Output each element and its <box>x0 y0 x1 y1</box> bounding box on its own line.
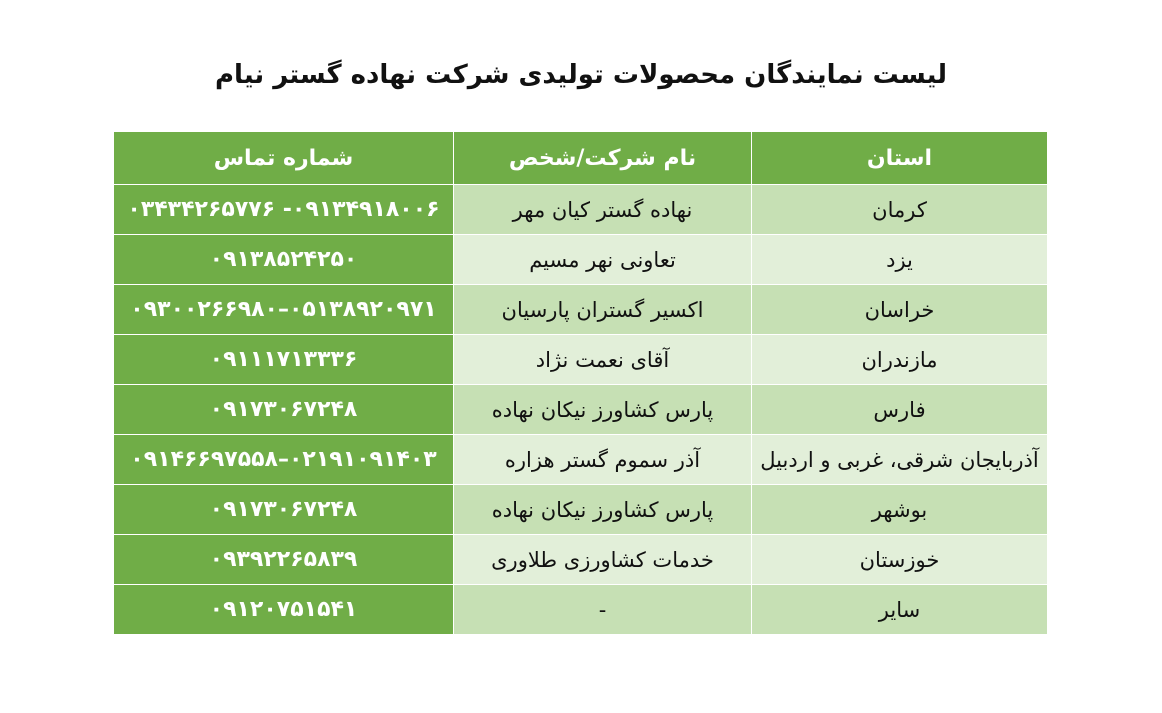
company-cell: - <box>454 585 752 635</box>
province-cell: سایر <box>752 585 1048 635</box>
province-cell: کرمان <box>752 185 1048 235</box>
page-title: لیست نمایندگان محصولات تولیدی شرکت نهاده گستر نیام <box>215 60 947 90</box>
company-cell: خدمات کشاورزی طلاوری <box>454 535 752 585</box>
table-header-row <box>114 132 1048 185</box>
table-row <box>114 485 1048 535</box>
phone-cell: ۰۳۴۳۴۲۶۵۷۷۶ -۰۹۱۳۴۹۱۸۰۰۶ <box>114 185 454 235</box>
phone-cell: ۰۹۳۹۲۲۶۵۸۳۹ <box>114 535 454 585</box>
company-cell: پارس کشاورز نیکان نهاده <box>454 385 752 435</box>
header-phone: شماره تماس <box>114 132 454 185</box>
table-row <box>114 185 1048 235</box>
province-cell: بوشهر <box>752 485 1048 535</box>
phone-cell: ۰۹۱۴۶۶۹۷۵۵۸–۰۲۱۹۱۰۹۱۴۰۳ <box>114 435 454 485</box>
table-row <box>114 385 1048 435</box>
phone-cell: ۰۹۱۷۳۰۶۷۲۴۸ <box>114 385 454 435</box>
company-cell: پارس کشاورز نیکان نهاده <box>454 485 752 535</box>
table-row <box>114 435 1048 485</box>
table-row <box>114 535 1048 585</box>
table-row <box>114 335 1048 385</box>
agents-table <box>113 131 1048 635</box>
table-row <box>114 235 1048 285</box>
header-company: نام شرکت/شخص <box>454 132 752 185</box>
phone-cell: ۰۹۱۷۳۰۶۷۲۴۸ <box>114 485 454 535</box>
phone-cell: ۰۹۱۱۱۷۱۳۳۳۶ <box>114 335 454 385</box>
company-cell: تعاونی نهر مسیم <box>454 235 752 285</box>
company-cell: اکسیر گستران پارسیان <box>454 285 752 335</box>
company-cell: آقای نعمت نژاد <box>454 335 752 385</box>
province-cell: یزد <box>752 235 1048 285</box>
province-cell: آذربایجان شرقی، غربی و اردبیل <box>752 435 1048 485</box>
province-cell: خوزستان <box>752 535 1048 585</box>
phone-cell: ۰۹۱۲۰۷۵۱۵۴۱ <box>114 585 454 635</box>
company-cell: نهاده گستر کیان مهر <box>454 185 752 235</box>
province-cell: خراسان <box>752 285 1048 335</box>
province-cell: فارس <box>752 385 1048 435</box>
province-cell: مازندران <box>752 335 1048 385</box>
phone-cell: ۰۹۱۳۸۵۲۴۲۵۰ <box>114 235 454 285</box>
table-row <box>114 285 1048 335</box>
phone-cell: ۰۹۳۰۰۲۶۶۹۸۰–۰۵۱۳۸۹۲۰۹۷۱ <box>114 285 454 335</box>
header-province: استان <box>752 132 1048 185</box>
table-row <box>114 585 1048 635</box>
company-cell: آذر سموم گستر هزاره <box>454 435 752 485</box>
